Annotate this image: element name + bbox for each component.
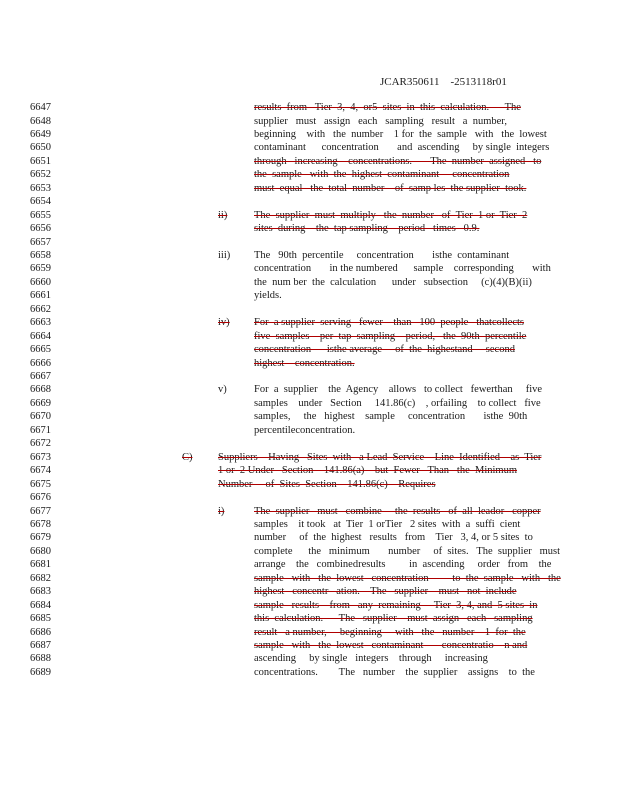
document-line bbox=[0, 585, 618, 598]
item-label: C) bbox=[182, 451, 193, 463]
line-number: 6683 bbox=[30, 586, 51, 598]
item-label: ii) bbox=[218, 209, 228, 221]
struck-text: 1 or 2 Under Section 141.86(a) but Fewer Than the Minimum bbox=[218, 465, 518, 477]
document-line bbox=[0, 276, 618, 289]
line-number: 6658 bbox=[30, 249, 51, 261]
document-line bbox=[0, 168, 618, 181]
struck-text: For a supplier serving fewer than 100 people thatcollects bbox=[254, 317, 525, 329]
line-number: 6650 bbox=[30, 142, 51, 154]
document-line bbox=[0, 652, 618, 665]
line-text: samples under Section 141.86(c) , orfailing to collect five bbox=[254, 397, 541, 409]
line-number: 6659 bbox=[30, 263, 51, 275]
line-number: 6669 bbox=[30, 397, 51, 409]
struck-text: through increasing concentrations. The number assigned to bbox=[254, 155, 542, 167]
line-number: 6653 bbox=[30, 182, 51, 194]
document-line bbox=[0, 491, 618, 504]
document-line bbox=[0, 437, 618, 450]
struck-text: Suppliers Having Sites with a Lead Service Line Identified as Tier bbox=[218, 451, 542, 463]
struck-text: must equal the total number of samp les the supplier took. bbox=[254, 182, 527, 194]
struck-text: results from Tier 3, 4, or5 sites in this calculation. The bbox=[254, 102, 521, 113]
document-line bbox=[0, 182, 618, 195]
line-number: 6673 bbox=[30, 451, 51, 463]
line-number: 6648 bbox=[30, 115, 51, 127]
line-number: 6649 bbox=[30, 128, 51, 140]
document-line bbox=[0, 478, 618, 491]
line-number: 6681 bbox=[30, 559, 51, 571]
document-line bbox=[0, 357, 618, 370]
line-number: 6674 bbox=[30, 465, 51, 477]
struck-text: highest concentration. bbox=[254, 357, 355, 369]
struck-text: highest concentr ation. The supplier must not include bbox=[254, 586, 517, 598]
struck-text: Number of Sites Section 141.86(c) Requires bbox=[218, 478, 436, 490]
line-text: concentrations. The number the supplier assigns to the bbox=[254, 666, 535, 678]
struck-text: concentration isthe average of the highestand second bbox=[254, 344, 515, 356]
line-text: For a supplier the Agency allows to collect fewerthan five bbox=[254, 384, 543, 396]
line-number: 6654 bbox=[30, 196, 51, 208]
document-line bbox=[0, 383, 618, 396]
struck-text: this calculation. The supplier must assign each sampling bbox=[254, 613, 533, 625]
document-line bbox=[0, 128, 618, 141]
struck-text: result a number, beginning with the number 1 for the bbox=[254, 626, 526, 638]
line-number: 6664 bbox=[30, 330, 51, 342]
line-number: 6660 bbox=[30, 276, 51, 288]
line-number: 6684 bbox=[30, 599, 51, 611]
line-text: number of the highest results from Tier 3, 4, or 5 sites to bbox=[254, 532, 533, 544]
document-line bbox=[0, 330, 618, 343]
document-line bbox=[0, 141, 618, 154]
line-number: 6680 bbox=[30, 545, 51, 557]
document-line bbox=[0, 370, 618, 383]
line-number: 6656 bbox=[30, 223, 51, 235]
line-text: supplier must assign each sampling result a number, bbox=[254, 115, 507, 127]
document-line bbox=[0, 639, 618, 652]
line-number: 6685 bbox=[30, 613, 51, 625]
line-number: 6665 bbox=[30, 344, 51, 356]
line-text: percentileconcentration. bbox=[254, 424, 356, 436]
document-line bbox=[0, 262, 618, 275]
line-number: 6655 bbox=[30, 209, 51, 221]
document-line bbox=[0, 505, 618, 518]
document-line bbox=[0, 249, 618, 262]
document-line bbox=[0, 599, 618, 612]
line-number: 6676 bbox=[30, 492, 51, 503]
struck-text: sites during the tap sampling period times 0.9. bbox=[254, 223, 480, 235]
document-line bbox=[0, 572, 618, 585]
line-number: 6679 bbox=[30, 532, 51, 544]
struck-text: sample results from any remaining Tier 3, 4, and 5 sites in bbox=[254, 599, 538, 611]
document-line bbox=[0, 626, 618, 639]
document-line bbox=[0, 451, 618, 464]
struck-text: the sample with the highest contaminant concentration bbox=[254, 169, 510, 181]
document-line bbox=[0, 155, 618, 168]
line-text: complete the minimum number of sites. The supplier must bbox=[254, 545, 561, 557]
line-text: The 90th percentile concentration isthe contaminant bbox=[254, 249, 510, 261]
struck-text: sample with the lowest concentration to the sample with the bbox=[254, 572, 561, 584]
document-line bbox=[0, 236, 618, 249]
struck-text: The supplier must combine the results of all leador copper bbox=[254, 505, 541, 517]
struck-text: sample with the lowest contaminant concentratio n and bbox=[254, 640, 528, 651]
line-number: 6651 bbox=[30, 155, 51, 167]
line-number: 6687 bbox=[30, 640, 51, 651]
line-number: 6666 bbox=[30, 357, 51, 369]
line-number: 6662 bbox=[30, 303, 51, 315]
line-text: samples it took at Tier 1 orTier 2 sites with a suffi cient bbox=[254, 519, 521, 530]
document-line bbox=[0, 545, 618, 558]
line-number: 6686 bbox=[30, 626, 51, 638]
item-label: iv) bbox=[218, 317, 230, 329]
struck-text: five samples per tap sampling period, the 90th percentile bbox=[254, 330, 527, 342]
line-number: 6678 bbox=[30, 519, 51, 530]
line-number: 6688 bbox=[30, 653, 51, 665]
line-number: 6652 bbox=[30, 169, 51, 181]
line-text: arrange the combinedresults in ascending order from the bbox=[254, 559, 552, 571]
document-line bbox=[0, 101, 618, 114]
line-number: 6667 bbox=[30, 371, 51, 382]
document-line bbox=[0, 410, 618, 423]
document-line bbox=[0, 424, 618, 437]
line-number: 6668 bbox=[30, 384, 51, 396]
item-label: v) bbox=[218, 384, 227, 396]
document-line bbox=[0, 397, 618, 410]
document-line bbox=[0, 303, 618, 316]
document-line bbox=[0, 531, 618, 544]
line-text: the num ber the calculation under subsection (c)(4)(B)(ii) bbox=[254, 276, 532, 288]
line-text: beginning with the number 1 for the sample with the lowest bbox=[254, 128, 547, 140]
line-number: 6672 bbox=[30, 438, 51, 450]
document-line bbox=[0, 209, 618, 222]
line-number: 6677 bbox=[30, 505, 51, 517]
line-number: 6675 bbox=[30, 478, 51, 490]
struck-text: The supplier must multiply the number of Tier 1 or Tier 2 bbox=[254, 209, 528, 221]
document-line bbox=[0, 289, 618, 302]
line-text: yields. bbox=[254, 290, 282, 302]
document-line bbox=[0, 612, 618, 625]
document-line bbox=[0, 518, 618, 531]
line-text: samples, the highest sample concentration isthe 90th bbox=[254, 411, 528, 423]
line-text: ascending by single integers through increasing bbox=[254, 653, 488, 665]
line-number: 6663 bbox=[30, 317, 51, 329]
line-text: contaminant concentration and ascending by single integers bbox=[254, 142, 550, 154]
document-line bbox=[0, 558, 618, 571]
line-number: 6682 bbox=[30, 572, 51, 584]
document-line bbox=[0, 343, 618, 356]
line-number: 6657 bbox=[30, 236, 51, 248]
document-header: JCAR350611 -2513118r01 bbox=[380, 76, 507, 88]
document-line bbox=[0, 222, 618, 235]
line-number: 6689 bbox=[30, 666, 51, 678]
item-label: i) bbox=[218, 505, 225, 517]
document-line bbox=[0, 464, 618, 477]
document-line bbox=[0, 316, 618, 329]
line-text: concentration in the numbered sample corresponding with bbox=[254, 263, 551, 275]
line-number: 6671 bbox=[30, 424, 51, 436]
document-line bbox=[0, 195, 618, 208]
document-line bbox=[0, 666, 618, 679]
line-number: 6661 bbox=[30, 290, 51, 302]
line-number: 6670 bbox=[30, 411, 51, 423]
line-number: 6647 bbox=[30, 102, 51, 113]
item-label: iii) bbox=[218, 249, 231, 261]
document-line bbox=[0, 115, 618, 128]
